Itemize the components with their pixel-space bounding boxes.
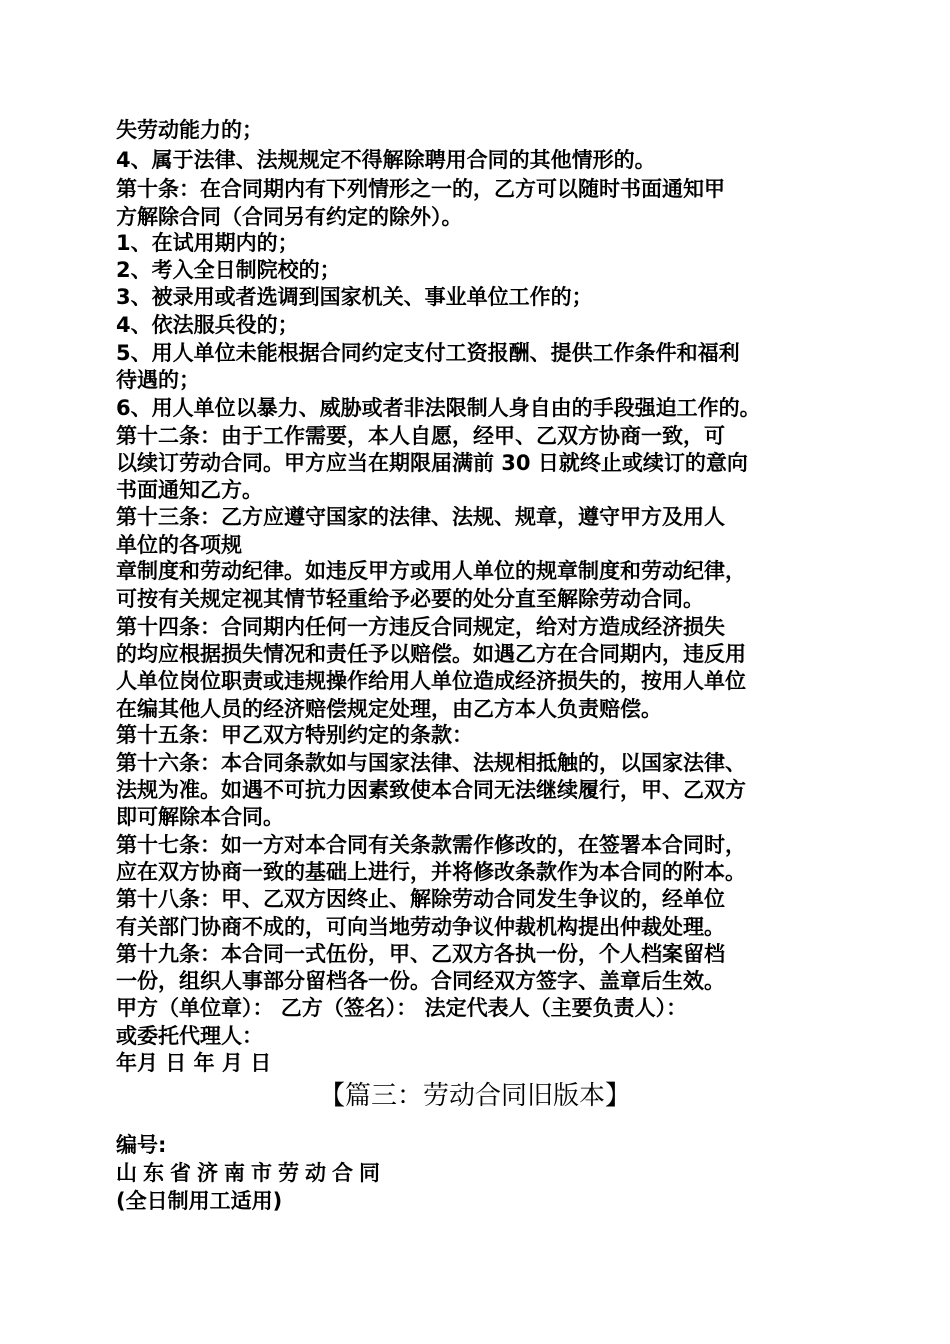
text-line: 在编其他人员的经济赔偿规定处理，由乙方本人负责赔偿。 <box>116 697 662 721</box>
clause-17: 第十七条：如一方对本合同有关条款需作修改的，在签署本合同时， <box>116 833 746 857</box>
clause-18: 第十八条：甲、乙双方因终止、解除劳动合同发生争议的，经单位 <box>116 887 725 911</box>
text-line: 4、属于法律、法规规定不得解除聘用合同的其他情形的。 <box>116 148 656 172</box>
number-label: 编号: <box>116 1133 167 1157</box>
date-line: 年月 日 年 月 日 <box>116 1051 272 1075</box>
clause-12: 第十二条：由于工作需要，本人自愿，经甲、乙双方协商一致，可 <box>116 424 725 448</box>
clause-13: 第十三条：乙方应遵守国家的法律、法规、规章，遵守甲方及用人 <box>116 505 725 529</box>
text-line: 单位的各项规 <box>116 533 242 557</box>
text-line: 3、被录用或者选调到国家机关、事业单位工作的； <box>116 285 593 309</box>
contract-subtitle: (全日制用工适用) <box>116 1189 283 1213</box>
text-line: 有关部门协商不成的，可向当地劳动争议仲裁机构提出仲裁处理。 <box>116 915 725 939</box>
text-line: 方解除合同（合同另有约定的除外）。 <box>116 205 463 229</box>
text-line: 1、在试用期内的； <box>116 231 299 255</box>
section-heading: 【篇三：劳动合同旧版本】 <box>318 1081 631 1111</box>
text-line: 失劳动能力的； <box>116 118 263 142</box>
text-line: 可按有关规定视其情节轻重给予必要的处分直至解除劳动合同。 <box>116 587 704 611</box>
text-line: 章制度和劳动纪律。如违反甲方或用人单位的规章制度和劳动纪律， <box>116 559 746 583</box>
text-line: 以续订劳动合同。甲方应当在期限届满前 30 日就终止或续订的意向 <box>116 451 748 475</box>
text-line: 待遇的； <box>116 368 200 392</box>
clause-19: 第十九条：本合同一式伍份，甲、乙双方各执一份，个人档案留档 <box>116 942 725 966</box>
text-line: 的均应根据损失情况和责任予以赔偿。如遇乙方在合同期内，违反用 <box>116 642 746 666</box>
text-line: 法规为准。如遇不可抗力因素致使本合同无法继续履行，甲、乙双方 <box>116 778 746 802</box>
text-line: 一份，组织人事部分留档各一份。合同经双方签字、盖章后生效。 <box>116 969 725 993</box>
clause-15: 第十五条：甲乙双方特别约定的条款： <box>116 723 473 747</box>
text-line: 书面通知乙方。 <box>116 478 263 502</box>
text-line: 6、用人单位以暴力、威胁或者非法限制人身自由的手段强迫工作的。 <box>116 396 761 420</box>
text-line: 人单位岗位职责或违规操作给用人单位造成经济损失的，按用人单位 <box>116 669 746 693</box>
signature-line: 甲方（单位章）： 乙方（签名）： 法定代表人（主要负责人）： <box>116 996 688 1020</box>
clause-14: 第十四条：合同期内任何一方违反合同规定，给对方造成经济损失 <box>116 615 725 639</box>
agent-line: 或委托代理人： <box>116 1024 263 1048</box>
contract-title: 山东省济南市劳动合同 <box>116 1161 386 1185</box>
text-line: 应在双方协商一致的基础上进行，并将修改条款作为本合同的附本。 <box>116 860 746 884</box>
text-line: 4、依法服兵役的； <box>116 313 299 337</box>
clause-16: 第十六条：本合同条款如与国家法律、法规相抵触的，以国家法律、 <box>116 751 746 775</box>
clause-10: 第十条：在合同期内有下列情形之一的，乙方可以随时书面通知甲 <box>116 177 725 201</box>
text-line: 即可解除本合同。 <box>116 805 284 829</box>
text-line: 2、考入全日制院校的； <box>116 258 341 282</box>
text-line: 5、用人单位未能根据合同约定支付工资报酬、提供工作条件和福利 <box>116 341 740 365</box>
